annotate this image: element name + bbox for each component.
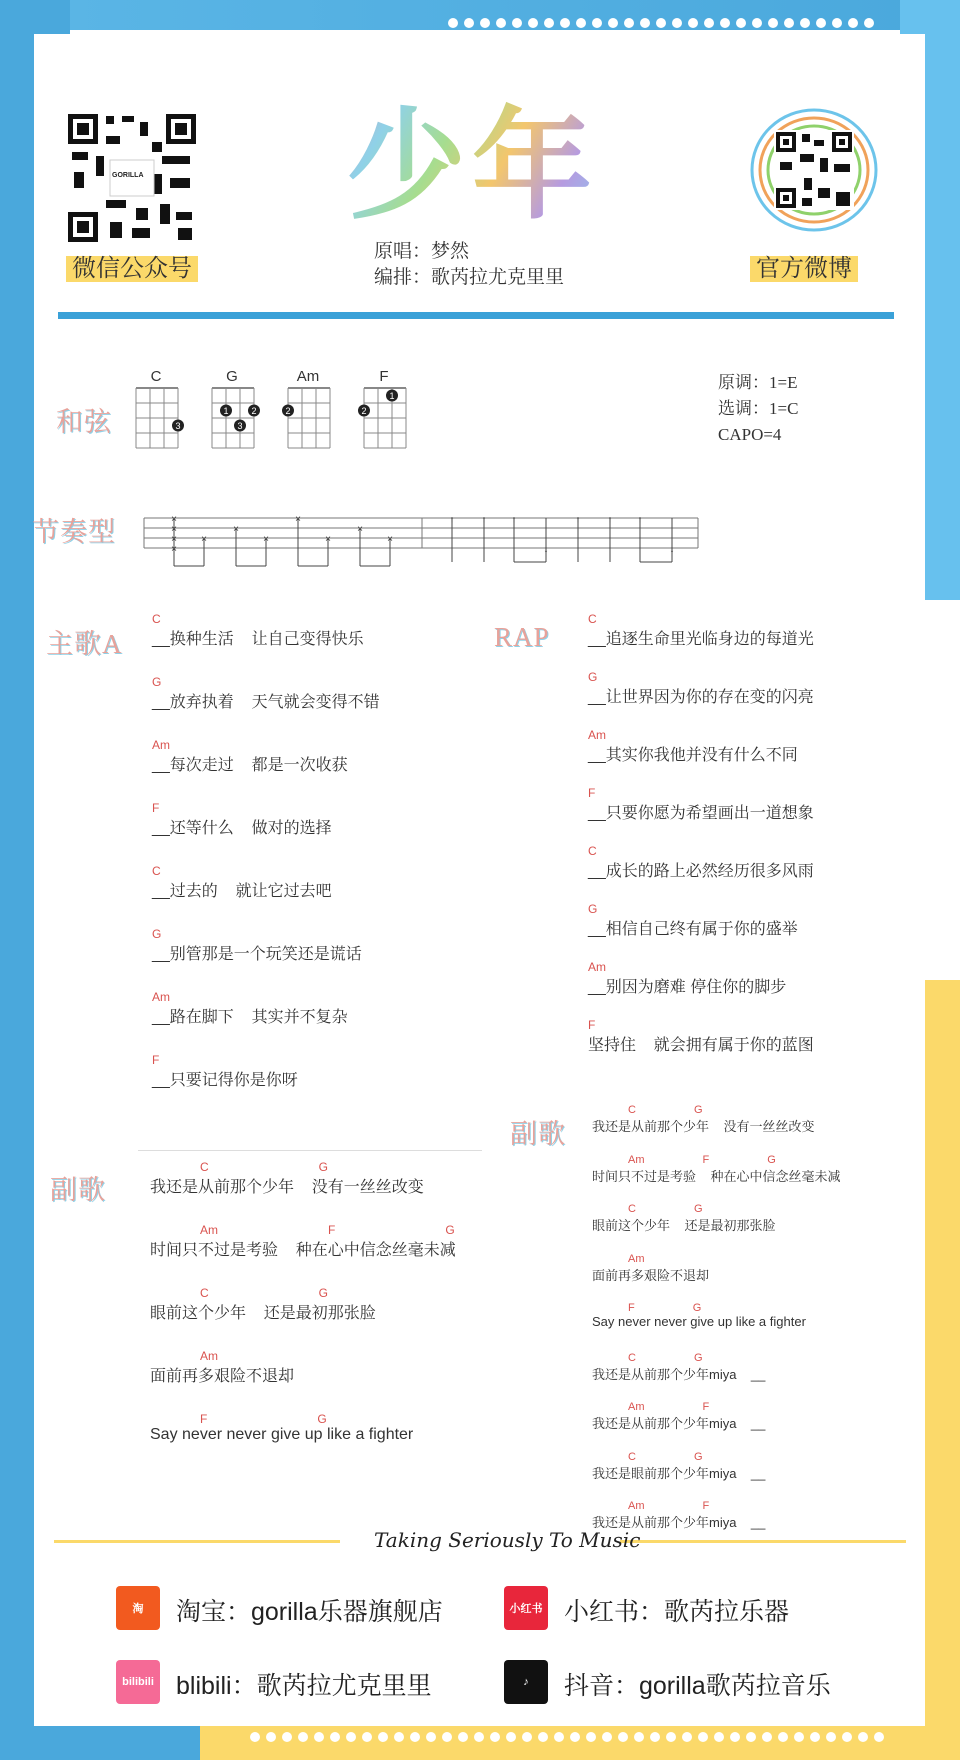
- chorus-left-label: 副歌: [50, 1175, 106, 1205]
- chorus_right-chord-row: [592, 1451, 892, 1463]
- chorus_right-chord: G: [692, 1302, 702, 1314]
- rap-chord: C: [588, 612, 597, 626]
- svg-text:3: 3: [237, 421, 243, 431]
- chorus_right-chord-row: [592, 1154, 892, 1166]
- verse_a-line: __每次走过 都是一次收获: [152, 757, 348, 774]
- qr-brand-text: GORILLA: [112, 172, 144, 179]
- chorus_right-chord: G: [693, 1450, 703, 1463]
- chorus_left-chord: F: [200, 1412, 208, 1426]
- chorus_right-chord: Am: [628, 1500, 645, 1512]
- chorus_right-line: 面前再多艰险不退却: [592, 1267, 710, 1283]
- key-info: [718, 370, 798, 448]
- rap-chord: F: [588, 1018, 596, 1032]
- chorus_right-line: 我还是眼前那个少年miya __: [592, 1465, 766, 1481]
- svg-text:2: 2: [285, 406, 291, 416]
- social-text-0: 淘宝：gorilla乐器旗舰店: [176, 1598, 443, 1626]
- chorus_right-chord: F: [628, 1302, 635, 1314]
- chorus_left-chord: C: [200, 1160, 209, 1174]
- chorus_right-line: Say never never give up like a fighter: [592, 1314, 806, 1329]
- svg-text:×: ×: [357, 524, 363, 535]
- rap-chord: Am: [588, 960, 606, 974]
- chorus_left-line: 时间只不过是考验 种在心中信念丝毫未减: [150, 1242, 456, 1259]
- social-icon-1: 小红书: [504, 1586, 548, 1630]
- chorus_right-chord-row: [592, 1401, 892, 1413]
- chorus_right-line: 我还是从前那个少年 没有一丝丝改变: [592, 1119, 815, 1134]
- svg-text:3: 3: [175, 421, 181, 431]
- chorus_right-chord: Am: [628, 1153, 645, 1166]
- chorus-right-label: 副歌: [510, 1119, 566, 1149]
- chorus_right-chord-row: [592, 1302, 892, 1314]
- chorus_left-chord: G: [317, 1412, 327, 1426]
- svg-text:×: ×: [171, 514, 177, 525]
- chorus_left-chord-row: [150, 1160, 450, 1174]
- chorus_right-chord-row: [592, 1203, 892, 1215]
- chorus_right-chord-row: [592, 1352, 892, 1364]
- verse_a-chord: Am: [152, 738, 170, 752]
- song-title: 少年: [346, 70, 598, 242]
- verse_a-chord: Am: [152, 990, 170, 1004]
- rap-line: __别因为磨难 停住你的脚步: [588, 979, 787, 996]
- rap-chord: F: [588, 786, 596, 800]
- chord-name-g: G: [226, 368, 238, 385]
- rap-line: __相信自己终有属于你的盛举: [588, 921, 798, 938]
- svg-text:×: ×: [233, 524, 239, 535]
- chorus_right-line: 我还是从前那个少年miya __: [592, 1366, 766, 1382]
- rap-chord: Am: [588, 728, 606, 742]
- svg-text:1: 1: [223, 406, 229, 416]
- chorus_left-line: 我还是从前那个少年 没有一丝丝改变: [150, 1179, 424, 1196]
- social-icon-0: 淘: [116, 1586, 160, 1630]
- verse_a-line: __还等什么 做对的选择: [152, 820, 332, 837]
- verse_a-line: __路在脚下 其实并不复杂: [152, 1009, 348, 1026]
- chorus_right-chord: C: [628, 1450, 636, 1463]
- verse_a-line: __过去的 就让它过去吧: [152, 883, 332, 900]
- chorus_left-line: 眼前这个少年 还是最初那张脸: [150, 1305, 376, 1322]
- chord-diagram-f: [362, 386, 410, 450]
- verse_a-line: __别管那是一个玩笑还是谎话: [152, 946, 362, 963]
- arranger: 编排：歌芮拉尤克里里: [374, 267, 565, 288]
- chorus_left-chord-row: [150, 1223, 455, 1237]
- svg-text:2: 2: [251, 406, 257, 416]
- verse-a-label: 主歌A: [46, 629, 123, 659]
- svg-text:×: ×: [387, 534, 393, 545]
- chorus_right-chord: F: [702, 1500, 710, 1512]
- footer-line-left: [54, 1540, 340, 1543]
- tagline: Taking Seriously To Music: [374, 1528, 641, 1552]
- rhythm-label: 节奏型: [32, 517, 116, 547]
- svg-text:×: ×: [171, 524, 177, 535]
- svg-text:×: ×: [201, 534, 207, 545]
- svg-text:↑: ↑: [637, 514, 643, 524]
- chorus_left-chord: Am: [200, 1349, 218, 1363]
- chord-diagram-g: [210, 386, 258, 450]
- svg-text:↓: ↓: [669, 544, 675, 554]
- chorus_right-chord: C: [628, 1351, 636, 1364]
- chorus_right-chord: Am: [628, 1252, 645, 1265]
- chorus_right-chord: F: [702, 1153, 710, 1166]
- social-text-1: 小红书：歌芮拉乐器: [564, 1598, 790, 1626]
- svg-text:1: 1: [389, 391, 395, 401]
- chorus_right-chord-row: [592, 1104, 892, 1116]
- rap-line: __成长的路上必然经历很多风雨: [588, 863, 814, 880]
- verse_a-chord: C: [152, 612, 161, 626]
- chord-name-f: F: [379, 368, 389, 385]
- rap-chord: G: [588, 670, 598, 684]
- chorus-divider: [138, 1150, 482, 1151]
- verse_a-line: __放弃执着 天气就会变得不错: [152, 694, 380, 711]
- svg-text:×: ×: [325, 534, 331, 545]
- weibo-qr-code: [748, 104, 880, 241]
- chord-name-am: Am: [296, 368, 320, 385]
- verse_a-chord: G: [152, 675, 162, 689]
- chorus_left-chord: G: [318, 1286, 329, 1300]
- chorus_left-chord: C: [200, 1286, 209, 1300]
- bottom-dots: [250, 1732, 884, 1742]
- svg-text:↑: ↑: [449, 514, 455, 524]
- chorus_left-chord-row: [150, 1349, 450, 1363]
- social-icon-3: ♪: [504, 1660, 548, 1704]
- selected-key: 选调：1=C: [718, 399, 799, 418]
- chorus_right-chord: G: [693, 1203, 703, 1215]
- chorus_left-chord-row: [150, 1286, 450, 1300]
- svg-text:×: ×: [263, 534, 269, 545]
- chords-label: 和弦: [56, 407, 112, 437]
- rap-line: __其实你我他并没有什么不同: [588, 747, 798, 764]
- chorus_right-chord-row: [592, 1500, 892, 1512]
- wechat-qr-code: [66, 112, 198, 249]
- rap-label: RAP: [494, 622, 550, 652]
- rap-chord: G: [588, 902, 598, 916]
- original-singer: 原唱：梦然: [374, 241, 470, 262]
- verse_a-chord: C: [152, 864, 161, 878]
- chorus_left-chord: G: [445, 1223, 455, 1237]
- social-text-3: 抖音：gorilla歌芮拉音乐: [564, 1672, 831, 1700]
- chorus_right-line: 眼前这个少年 还是最初那张脸: [592, 1218, 776, 1233]
- chorus_right-line: 我还是从前那个少年miya __: [592, 1416, 766, 1431]
- chorus_left-chord: F: [328, 1223, 336, 1237]
- chord-name-c: C: [150, 368, 162, 385]
- chorus_right-chord: C: [628, 1104, 636, 1116]
- chorus_right-chord: G: [767, 1153, 776, 1166]
- verse_a-line: __换种生活 让自己变得快乐: [152, 631, 364, 648]
- chorus_left-chord-row: [150, 1412, 450, 1426]
- svg-text:↑: ↑: [575, 514, 581, 524]
- chord-diagram-c: [134, 386, 182, 450]
- svg-text:2: 2: [361, 406, 367, 416]
- rap-line: __让世界因为你的存在变的闪亮: [588, 689, 814, 706]
- svg-text:↓: ↓: [543, 544, 549, 554]
- chord-diagram-am: [286, 386, 334, 450]
- verse_a-chord: G: [152, 927, 162, 941]
- chorus_right-chord: F: [702, 1401, 710, 1413]
- svg-text:×: ×: [171, 544, 177, 555]
- rap-line: __追逐生命里光临身边的每道光: [588, 631, 814, 648]
- chorus_left-chord: G: [318, 1160, 329, 1174]
- bottom-border-blue: [0, 1720, 200, 1760]
- top-dots: [448, 18, 874, 28]
- footer-line-right: [620, 1540, 906, 1543]
- verse_a-chord: F: [152, 801, 160, 815]
- chorus_left-chord: Am: [200, 1223, 218, 1237]
- svg-text:×: ×: [295, 514, 301, 525]
- svg-text:↑: ↑: [511, 514, 517, 524]
- verse_a-line: __只要记得你是你呀: [152, 1072, 298, 1089]
- chorus_right-line: 时间只不过是考验 种在心中信念丝毫未减: [592, 1168, 841, 1184]
- chorus_right-chord: Am: [628, 1401, 645, 1413]
- rhythm-pattern: [142, 512, 702, 572]
- weibo-label: 官方微博: [750, 256, 858, 282]
- chorus_right-chord: G: [693, 1104, 703, 1116]
- chorus_right-chord: G: [693, 1351, 703, 1364]
- chorus_left-line: Say never never give up like a fighter: [150, 1426, 414, 1443]
- svg-text:↑: ↑: [607, 514, 613, 524]
- svg-text:×: ×: [171, 534, 177, 545]
- social-text-2: blibili：歌芮拉尤克里里: [176, 1672, 432, 1700]
- chorus_right-line: 我还是从前那个少年miya __: [592, 1515, 766, 1530]
- wechat-label: 微信公众号: [66, 256, 198, 282]
- capo: CAPO=4: [718, 425, 782, 444]
- svg-text:↑: ↑: [481, 514, 487, 524]
- original-key: 原调：1=E: [718, 373, 798, 392]
- chorus_right-chord: C: [628, 1203, 636, 1215]
- rap-line: __只要你愿为希望画出一道想象: [588, 805, 814, 822]
- chorus_right-chord-row: [592, 1253, 892, 1265]
- verse_a-chord: F: [152, 1053, 160, 1067]
- header-divider: [58, 312, 894, 319]
- rap-chord: C: [588, 844, 597, 858]
- rap-line: 坚持住 就会拥有属于你的蓝图: [588, 1037, 814, 1054]
- chorus_left-line: 面前再多艰险不退却: [150, 1368, 295, 1385]
- social-icon-2: bilibili: [116, 1660, 160, 1704]
